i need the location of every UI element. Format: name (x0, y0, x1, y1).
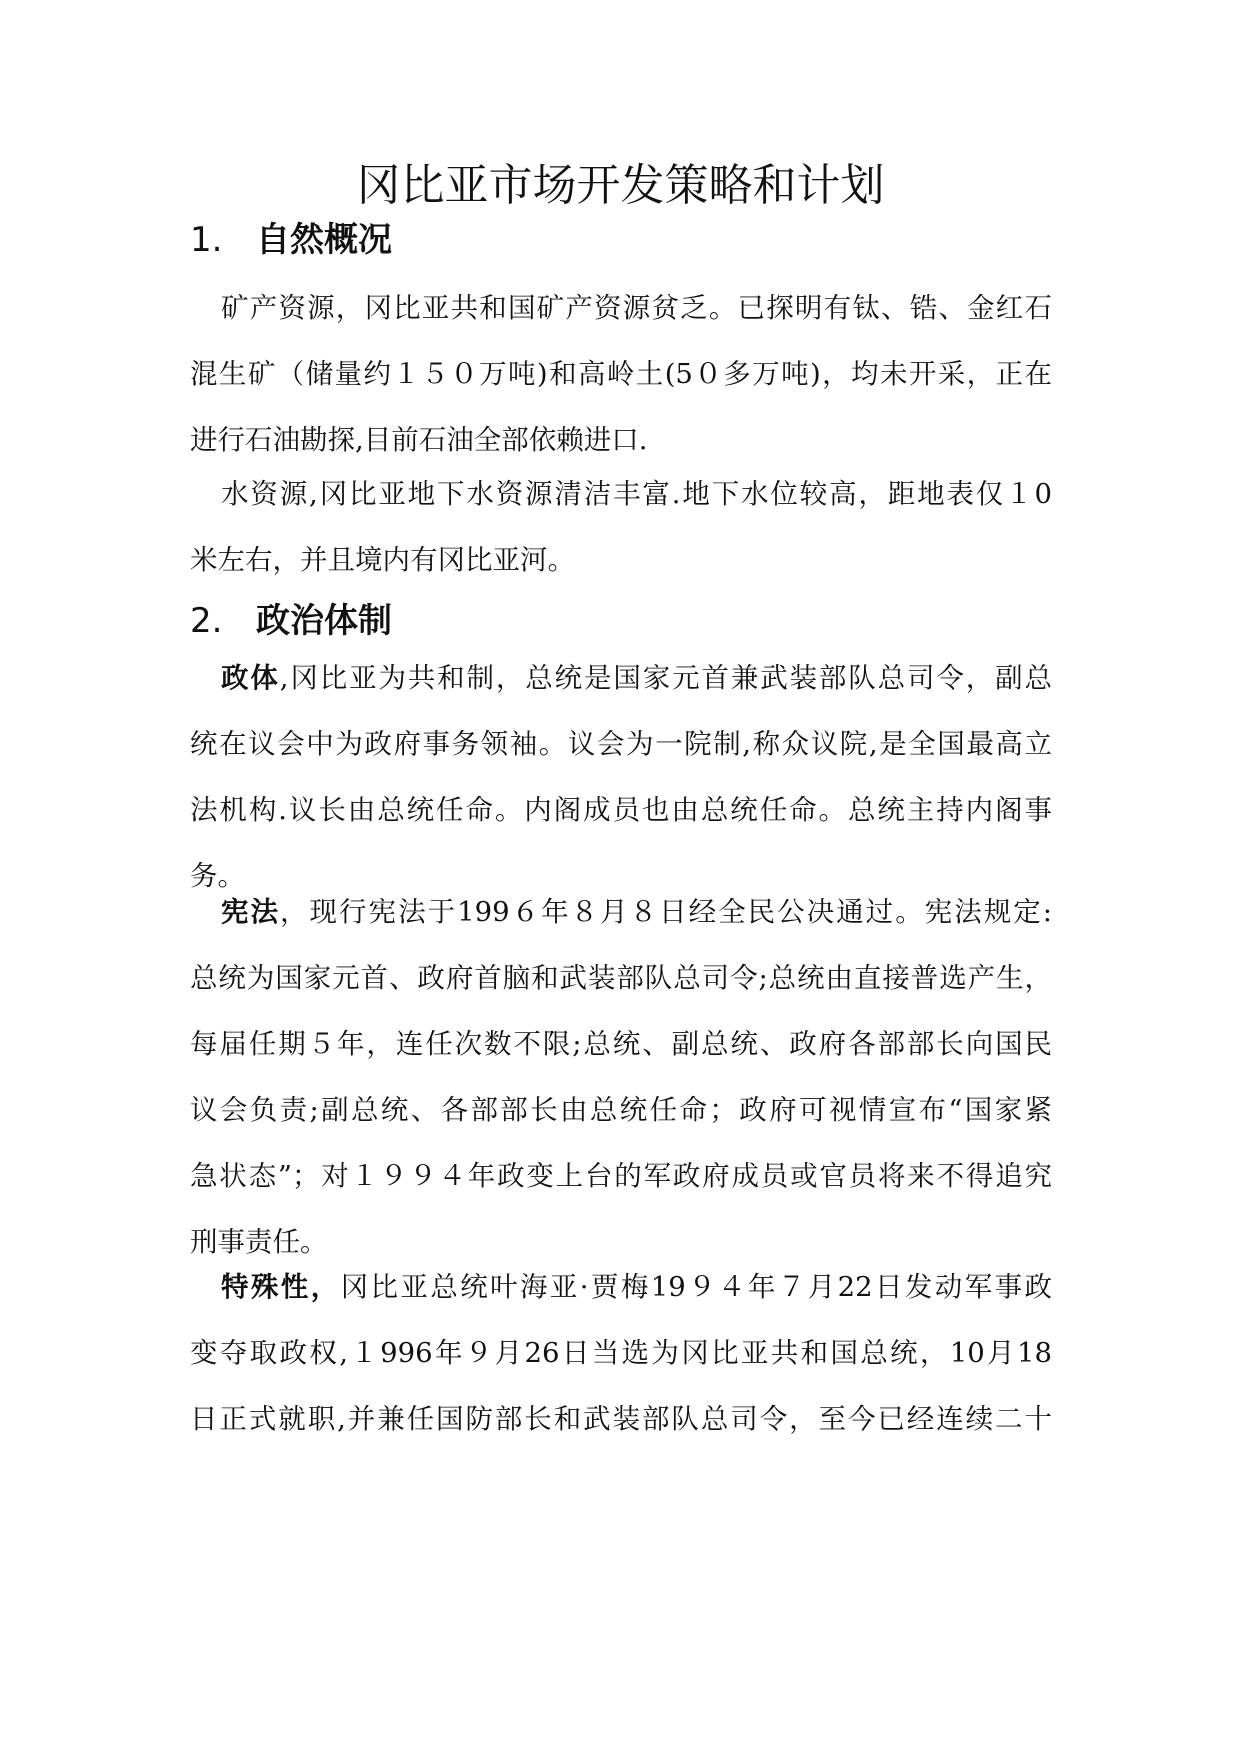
paragraph-line: 水资源,冈比亚地下水资源清洁丰富.地下水位较高，距地表仅１0 (221, 478, 1052, 510)
paragraph-line: 混生矿（储量约１５０万吨)和高岭土(5０多万吨)，均未开采，正在 (190, 358, 1052, 390)
paragraph-line: 统在议会中为政府事务领袖。议会为一院制,称众议院,是全国最高立 (190, 728, 1052, 760)
paragraph-line (190, 1254, 1052, 1320)
paragraph-line: 刑事责任。 (190, 1226, 328, 1258)
paragraph-keyword: 特殊性， (221, 1271, 341, 1303)
paragraph-mineral-resources (190, 275, 1052, 473)
section-title: 自然概况 (256, 220, 392, 260)
paragraph-line: 矿产资源，冈比亚共和国矿产资源贫乏。已探明有钛、锆、金红石 (221, 292, 1052, 324)
paragraph-line (190, 879, 1052, 945)
paragraph-line: 议会负责;副总统、各部部长由总统任命；政府可视情宣布“国家紧 (190, 1094, 1052, 1126)
paragraph-line: 每届任期５年，连任次数不限;总统、副总统、政府各部部长向国民 (190, 1028, 1052, 1060)
paragraph-text: ，现行宪法于199６年８月８日经全民公决通过。宪法规定: (280, 896, 1052, 928)
section-heading-1 (190, 218, 392, 262)
section-number: 2. (190, 601, 223, 641)
paragraph-special-nature (190, 1254, 1052, 1452)
paragraph-line: 变夺取政权,１996年９月26日当选为冈比亚共和国总统，10月18 (190, 1337, 1052, 1369)
paragraph-line: 务。 (190, 860, 245, 892)
paragraph-keyword: 政体 (221, 662, 280, 694)
paragraph-line (190, 645, 1052, 711)
section-title: 政治体制 (256, 601, 392, 641)
paragraph-line: 法机构.议长由总统任命。内阁成员也由总统任命。总统主持内阁事 (190, 794, 1052, 826)
paragraph-water-resources (190, 461, 1052, 593)
paragraph-line: 急状态”；对１９９４年政变上台的军政府成员或官员将来不得追究 (190, 1160, 1052, 1192)
paragraph-line: 总统为国家元首、政府首脑和武装部队总司令;总统由直接普选产生， (190, 962, 1052, 994)
paragraph-text: ,冈比亚为共和制，总统是国家元首兼武装部队总司令，副总 (279, 662, 1052, 694)
document-title: 冈比亚市场开发策略和计划 (356, 160, 885, 211)
paragraph-keyword: 宪法 (221, 896, 281, 928)
paragraph-line: 米左右，并且境内有冈比亚河。 (190, 544, 575, 576)
paragraph-text: 冈比亚总统叶海亚·贾梅19９４年７月22日发动军事政 (340, 1271, 1052, 1303)
paragraph-constitution (190, 879, 1052, 1275)
section-heading-2 (190, 599, 392, 643)
paragraph-line: 进行石油勘探,目前石油全部依赖进口. (190, 424, 648, 456)
paragraph-line: 日正式就职,并兼任国防部长和武装部队总司令，至今已经连续二十 (190, 1403, 1052, 1435)
section-number: 1. (190, 220, 223, 260)
paragraph-polity (190, 645, 1052, 909)
